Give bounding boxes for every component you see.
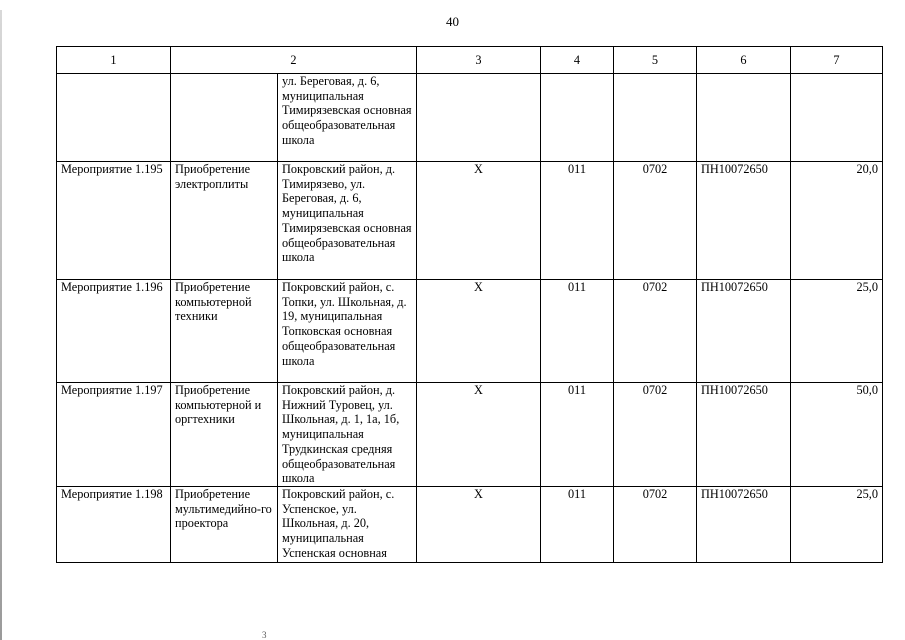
table-row: [57, 383, 883, 487]
measure-cell: Мероприятие 1.196: [57, 280, 171, 383]
footer-mark: 3: [262, 630, 267, 640]
header-cell-7: 7: [791, 47, 883, 74]
address-cell: Покровский район, д. Тимирязево, ул. Береговая, д. 6, муниципальная Тимирязевская основная общеобразовательная школа: [278, 162, 417, 280]
cell-4: Х: [417, 162, 541, 280]
cell-8: 25,0: [791, 280, 883, 383]
item-cell: [171, 74, 278, 162]
cell-4: Х: [417, 383, 541, 487]
cell-8: 25,0: [791, 487, 883, 563]
table-row-continuation: [57, 74, 883, 162]
cell-7: ПН10072650: [697, 383, 791, 487]
header-cell-5: 5: [614, 47, 697, 74]
table-row: [57, 280, 883, 383]
cell-8: [791, 74, 883, 162]
measure-cell: [57, 74, 171, 162]
address-cell: Покровский район, с. Топки, ул. Школьная, д. 19, муниципальная Топковская основная общеобразовательная школа: [278, 280, 417, 383]
header-cell-3: 3: [417, 47, 541, 74]
cell-5: 011: [541, 280, 614, 383]
cell-8: 50,0: [791, 383, 883, 487]
measure-cell: Мероприятие 1.198: [57, 487, 171, 563]
cell-8: 20,0: [791, 162, 883, 280]
address-cell: ул. Береговая, д. 6, муниципальная Тимирязевская основная общеобразовательная школа: [278, 74, 417, 162]
cell-5: 011: [541, 487, 614, 563]
cell-6: [614, 74, 697, 162]
cell-7: ПН10072650: [697, 280, 791, 383]
cell-4: Х: [417, 280, 541, 383]
header-cell-1: 1: [57, 47, 171, 74]
header-cell-6: 6: [697, 47, 791, 74]
item-cell: Приобретение мультимедийно-го проектора: [171, 487, 278, 563]
cell-7: ПН10072650: [697, 487, 791, 563]
address-cell: Покровский район, с. Успенское, ул. Школьная, д. 20, муниципальная Успенская основная: [278, 487, 417, 563]
page-scan-edge: [0, 10, 2, 640]
table-row: [57, 487, 883, 563]
table-header-row: [57, 47, 883, 74]
cell-5: 011: [541, 383, 614, 487]
cell-4: Х: [417, 487, 541, 563]
cell-7: ПН10072650: [697, 162, 791, 280]
cell-7: [697, 74, 791, 162]
cell-6: 0702: [614, 487, 697, 563]
cell-4: [417, 74, 541, 162]
measure-cell: Мероприятие 1.195: [57, 162, 171, 280]
item-cell: Приобретение компьютерной и оргтехники: [171, 383, 278, 487]
cell-5: [541, 74, 614, 162]
cell-6: 0702: [614, 383, 697, 487]
cell-6: 0702: [614, 162, 697, 280]
measure-cell: Мероприятие 1.197: [57, 383, 171, 487]
page-number: 40: [446, 14, 459, 29]
item-cell: Приобретение компьютерной техники: [171, 280, 278, 383]
table-row: [57, 162, 883, 280]
header-cell-2: 2: [171, 47, 417, 74]
header-cell-4: 4: [541, 47, 614, 74]
address-cell: Покровский район, д. Нижний Туровец, ул. Школьная, д. 1, 1а, 1б, муниципальная Трудкинская средняя общеобразовательная школа: [278, 383, 417, 487]
cell-6: 0702: [614, 280, 697, 383]
item-cell: Приобретение электроплиты: [171, 162, 278, 280]
cell-5: 011: [541, 162, 614, 280]
budget-table: [56, 46, 883, 563]
